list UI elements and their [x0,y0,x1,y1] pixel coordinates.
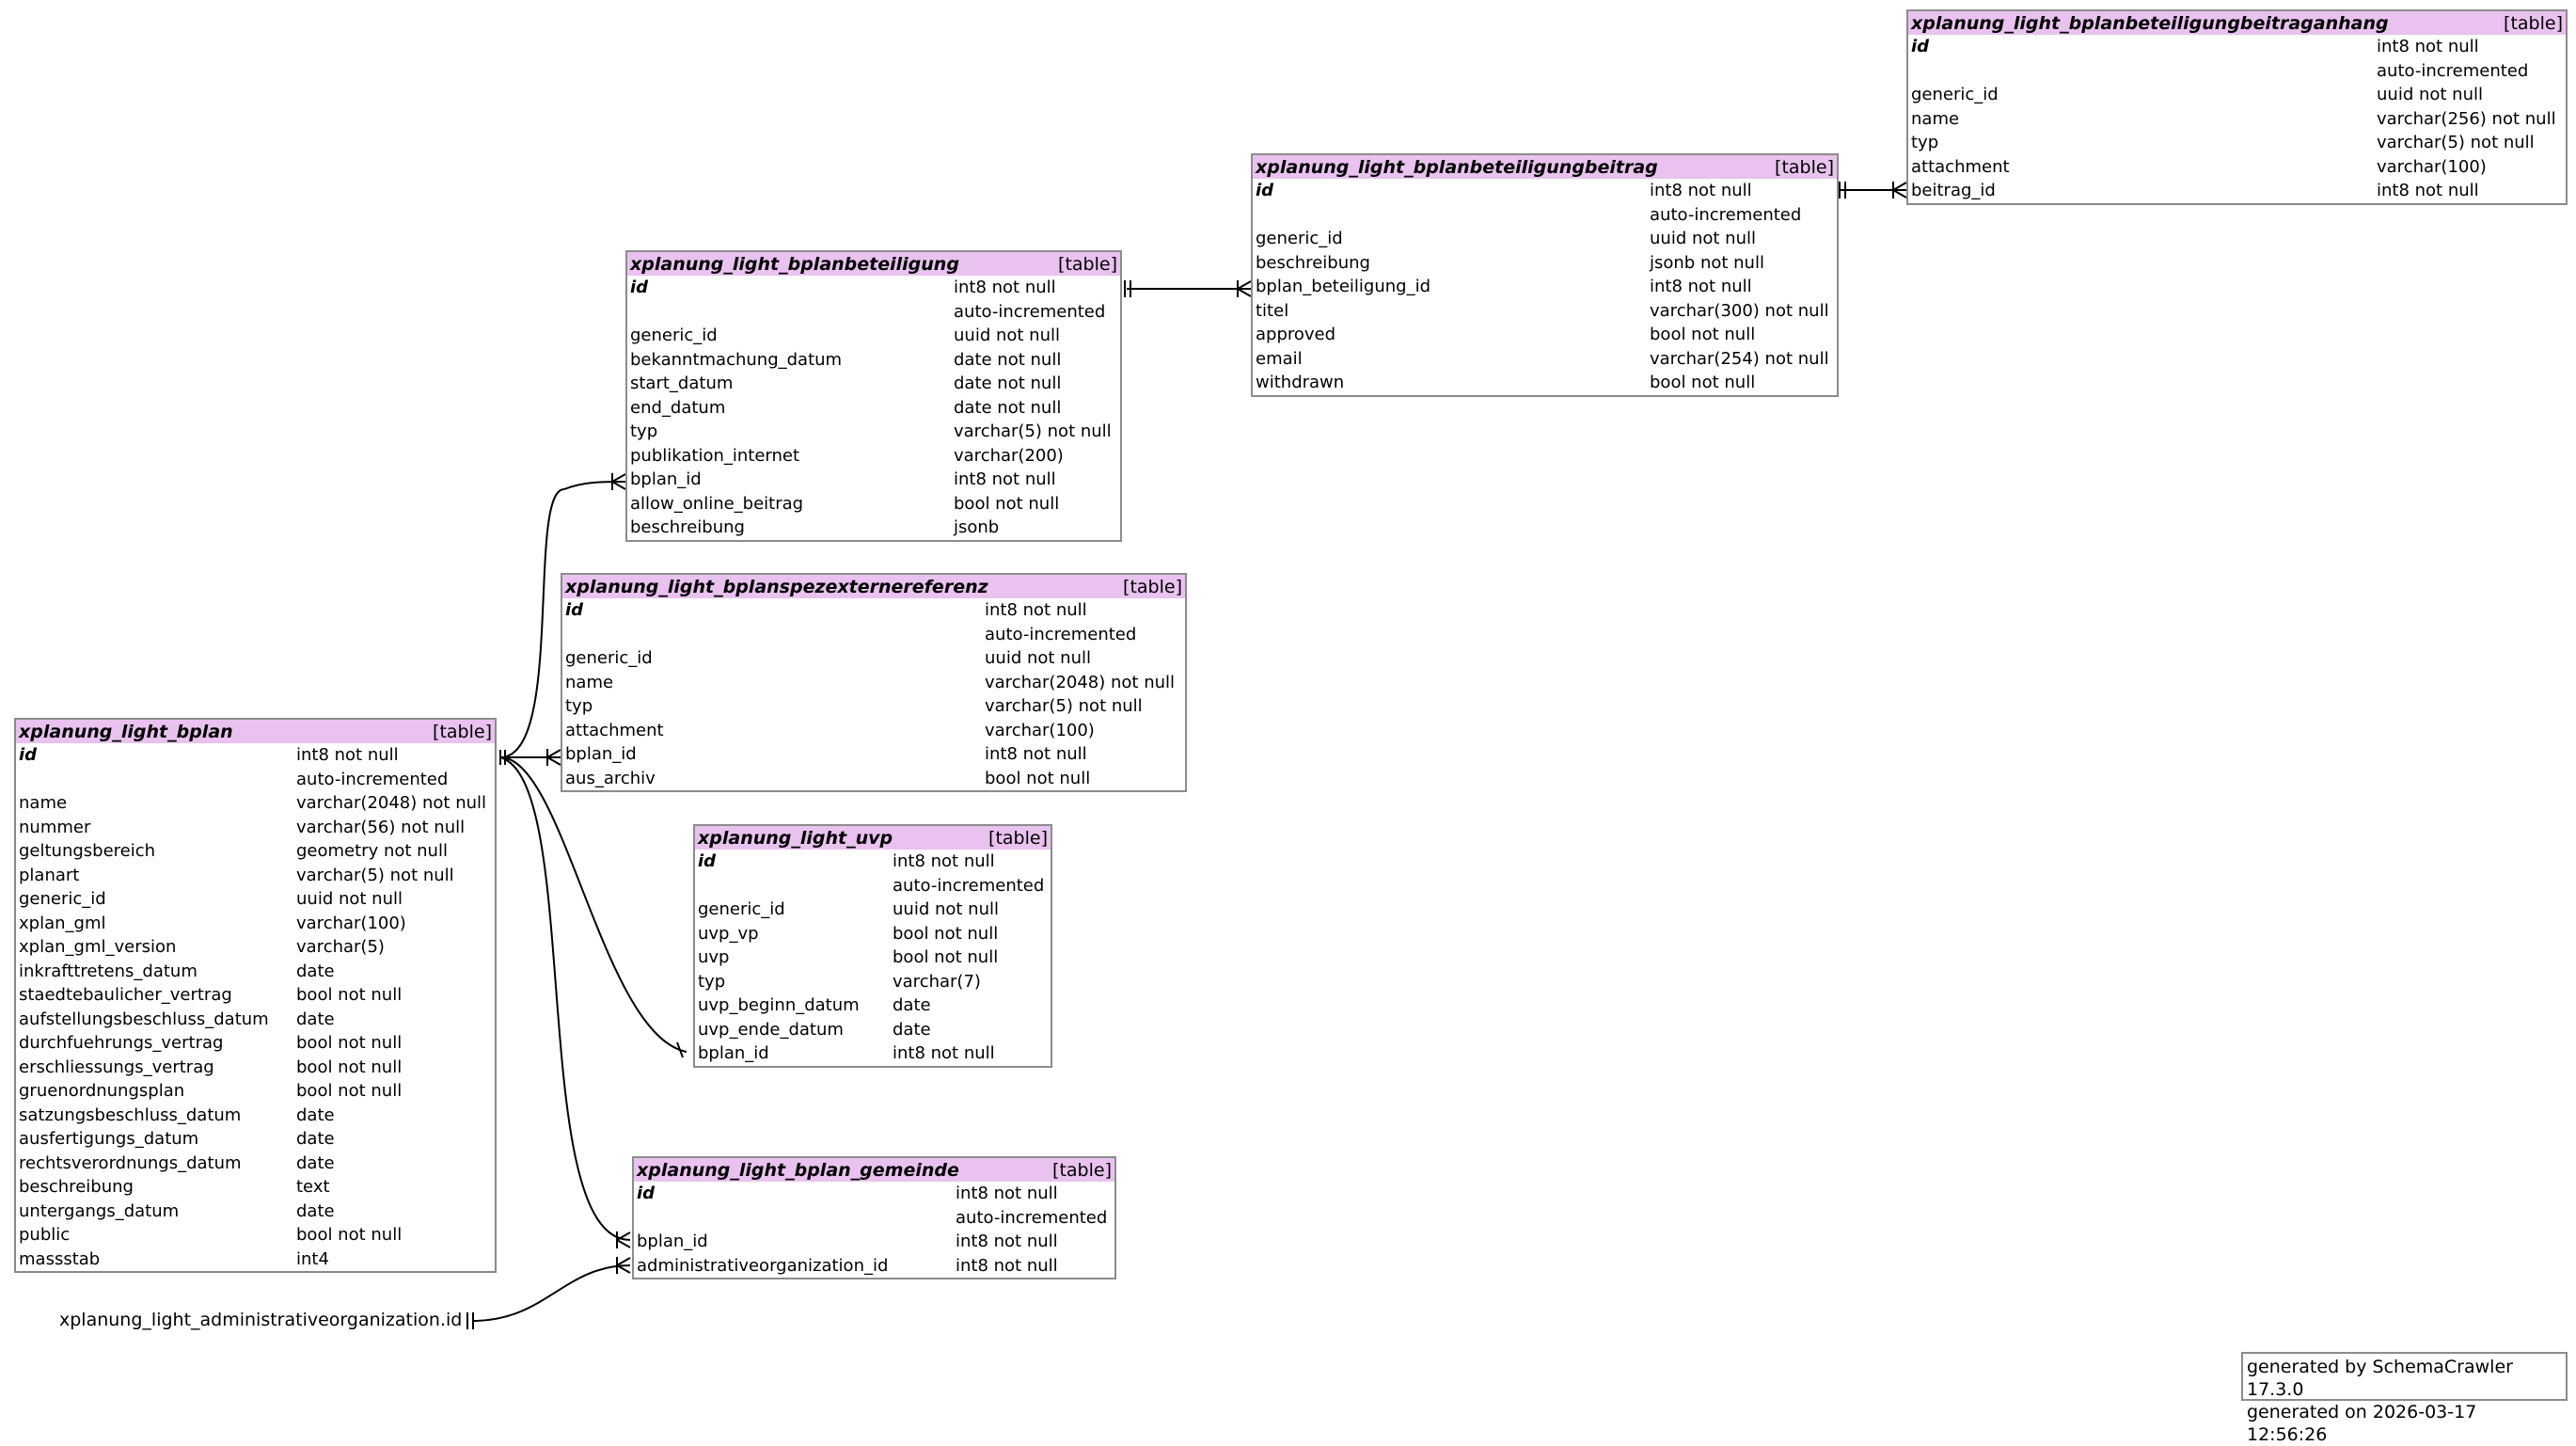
column-type: auto-incremented [1650,204,1802,225]
column-name: start_datum [630,373,734,393]
table-kind: [table] [988,827,1048,849]
column-name: geltungsbereich [19,841,156,861]
table-header [1253,155,1837,179]
column-name: typ [1911,133,1939,152]
column-name [1908,59,2374,84]
edge-adminorg-gemeinde [473,1265,630,1321]
column-type: date [893,1019,931,1040]
column-name: end_datum [630,397,726,418]
column-name: name [565,672,614,692]
column-type: int8 not null [956,1255,1058,1276]
column-name: titel [1256,300,1289,321]
column-type: varchar(5) not null [954,421,1112,441]
column-type: bool not null [1650,373,1756,392]
column-type: date [296,1200,335,1221]
column-type: int8 not null [296,745,399,765]
column-name: untergangs_datum [19,1200,180,1221]
column-type: uuid not null [985,648,1091,668]
column-name: bekanntmachung_datum [630,349,843,370]
column-name: generic_id [565,648,653,668]
column-type: auto-incremented [2377,60,2529,81]
column-type: bool not null [296,1057,403,1077]
table-kind: [table] [2504,12,2563,34]
table-header [16,720,495,743]
generation-info [2241,1352,2568,1445]
column-name: name [19,793,68,813]
column-type: date [296,1104,335,1125]
column-name: typ [698,971,726,992]
column-name: rechtsverordnungs_datum [19,1152,242,1173]
column-name [634,1206,953,1231]
column-name: bplan_id [698,1043,769,1063]
column-name [1253,203,1647,228]
column-type: varchar(5) [296,937,385,957]
column-name: ausfertigungs_datum [19,1129,199,1149]
column-name: id [1911,37,1930,56]
column-type: varchar(100) [296,913,406,933]
column-name: generic_id [19,889,106,909]
column-type: varchar(200) [954,445,1064,466]
column-name: generic_id [698,899,785,919]
column-name: id [1256,181,1274,200]
table-name: xplanung_light_bplan [19,721,233,742]
column-type: int8 not null [956,1231,1058,1251]
column-name: id [565,600,584,620]
column-name: administrativeorganization_id [637,1255,889,1276]
table-uvp[interactable] [693,824,1052,1068]
column-name: attachment [565,720,664,740]
column-type: bool not null [296,985,403,1005]
column-name: bplan_id [630,469,702,489]
column-type: int8 not null [985,744,1087,764]
column-name: bplan_id [565,744,637,764]
table-header [634,1158,1114,1182]
column-name: bplan_beteiligung_id [1256,277,1431,296]
column-type: int8 not null [1650,277,1752,296]
column-type: varchar(300) not null [1650,300,1829,321]
column-name: beschreibung [630,517,745,537]
column-type: varchar(5) not null [985,696,1143,716]
column-name: uvp_vp [698,923,759,944]
column-name: satzungsbeschluss_datum [19,1104,242,1125]
column-type: varchar(100) [2377,156,2487,177]
column-name: staedtebaulicher_vertrag [19,985,232,1005]
table-kind: [table] [1775,156,1834,178]
table-bplanbeteiligungbeitraganhang[interactable] [1906,9,2568,205]
generated-by-text: generated by SchemaCrawler 17.3.0 [2247,1357,2513,1400]
external-reference-label: xplanung_light_administrativeorganization.id [59,1310,463,1330]
column-type: varchar(254) not null [1650,348,1829,369]
edge-bplan-gemeinde [500,757,630,1240]
column-name: aus_archiv [565,768,656,788]
column-type: bool not null [893,923,999,944]
column-type: date [893,995,931,1015]
column-name: public [19,1225,71,1245]
column-name: id [630,278,649,297]
column-type: geometry not null [296,841,448,861]
column-type: int4 [296,1248,329,1269]
column-type: jsonb not null [1650,252,1764,273]
column-name [16,768,293,792]
column-name: allow_online_beitrag [630,493,804,514]
column-name: xplan_gml [19,913,106,933]
column-type: int8 not null [954,278,1056,297]
column-type: text [296,1177,330,1197]
column-type: varchar(5) not null [296,865,454,885]
column-name [695,874,890,898]
column-type: date [296,1152,335,1173]
table-header [562,575,1185,598]
column-type: auto-incremented [893,875,1045,896]
column-type: bool not null [893,947,999,967]
table-name: xplanung_light_bplanbeteiligungbeitrag [1256,156,1658,178]
table-kind: [table] [1123,576,1182,597]
table-name: xplanung_light_uvp [698,827,893,849]
column-type: int8 not null [985,600,1087,620]
column-name: planart [19,865,80,885]
column-name: typ [565,696,593,716]
table-name: xplanung_light_bplanbeteiligungbeitraganhang [1911,12,2389,34]
column-type: int8 not null [1650,181,1752,200]
column-type: uuid not null [2377,85,2483,104]
column-name: durchfuehrungs_vertrag [19,1033,224,1053]
column-name: generic_id [630,326,718,345]
column-name: generic_id [1911,85,1999,104]
column-type: bool not null [296,1081,403,1101]
column-type: date [296,961,335,981]
column-name [627,300,951,325]
column-type: bool not null [985,768,1091,788]
table-bplanbeteiligungbeitrag[interactable] [1251,153,1839,397]
column-name [562,623,982,647]
column-type: varchar(2048) not null [985,672,1176,692]
column-name: nummer [19,817,91,837]
table-bplanspezexternereferenz[interactable] [561,573,1187,792]
column-name: gruenordnungsplan [19,1081,185,1101]
column-type: varchar(100) [985,720,1095,740]
column-type: int8 not null [956,1184,1058,1203]
table-header [695,826,1051,850]
column-type: date not null [954,349,1062,370]
column-type: uuid not null [1650,229,1756,248]
column-type: int8 not null [893,851,995,871]
table-bplan[interactable] [14,718,497,1273]
column-type: date not null [954,373,1062,393]
column-type: int8 not null [893,1043,995,1063]
column-type: date [296,1009,335,1029]
column-type: auto-incremented [296,769,449,789]
column-name: bplan_id [637,1231,708,1251]
column-name: approved [1256,325,1336,344]
column-type: bool not null [296,1033,403,1053]
column-name: email [1256,348,1303,369]
column-type: bool not null [954,493,1060,514]
column-name: beschreibung [1256,252,1370,273]
column-name: id [637,1184,656,1203]
column-type: varchar(256) not null [2377,108,2556,129]
column-name: inkrafttretens_datum [19,961,198,981]
table-kind: [table] [1058,253,1117,275]
column-name: generic_id [1256,229,1343,248]
table-name: xplanung_light_bplan_gemeinde [637,1159,959,1181]
column-name: id [698,851,717,871]
column-type: varchar(2048) not null [296,793,487,813]
edge-one-marker [467,1312,473,1329]
column-type: varchar(5) not null [2377,133,2535,152]
column-name: uvp_beginn_datum [698,995,860,1015]
column-name: beschreibung [19,1177,134,1197]
column-name: uvp [698,947,730,967]
column-type: int8 not null [954,469,1056,489]
table-kind: [table] [433,721,492,742]
table-name: xplanung_light_bplanspezexternereferenz [565,576,988,597]
column-type: varchar(7) [893,971,981,992]
table-header [1908,11,2566,35]
column-name: attachment [1911,156,2010,177]
column-name: publikation_internet [630,445,800,466]
table-name: xplanung_light_bplanbeteiligung [630,253,959,275]
column-name: aufstellungsbeschluss_datum [19,1009,269,1029]
table-bplanbeteiligung[interactable] [625,250,1122,542]
column-name: withdrawn [1256,373,1345,392]
column-name: id [19,745,38,765]
edge-bplan-uvp [500,757,687,1052]
column-type: int8 not null [2377,37,2479,56]
column-name: name [1911,108,1960,129]
generated-on-text: generated on 2026-03-17 12:56:26 [2247,1402,2477,1445]
column-type: bool not null [296,1225,403,1245]
column-type: auto-incremented [954,301,1106,322]
column-name: massstab [19,1248,101,1269]
column-type: date not null [954,397,1062,418]
column-type: auto-incremented [956,1207,1108,1228]
column-name: uvp_ende_datum [698,1019,844,1040]
column-type: uuid not null [893,899,999,919]
column-name: beitrag_id [1911,181,1996,200]
column-type: bool not null [1650,325,1756,344]
column-type: int8 not null [2377,181,2479,200]
table-header [627,252,1120,276]
column-name: erschliessungs_vertrag [19,1057,214,1077]
column-type: uuid not null [954,326,1060,345]
column-name: xplan_gml_version [19,937,177,957]
table-kind: [table] [1052,1159,1112,1181]
column-type: uuid not null [296,889,403,909]
column-name: typ [630,421,658,441]
column-type: varchar(56) not null [296,817,466,837]
table-bplan-gemeinde[interactable] [632,1156,1116,1279]
column-type: jsonb [954,517,1000,537]
column-type: date [296,1129,335,1149]
column-type: auto-incremented [985,624,1137,644]
